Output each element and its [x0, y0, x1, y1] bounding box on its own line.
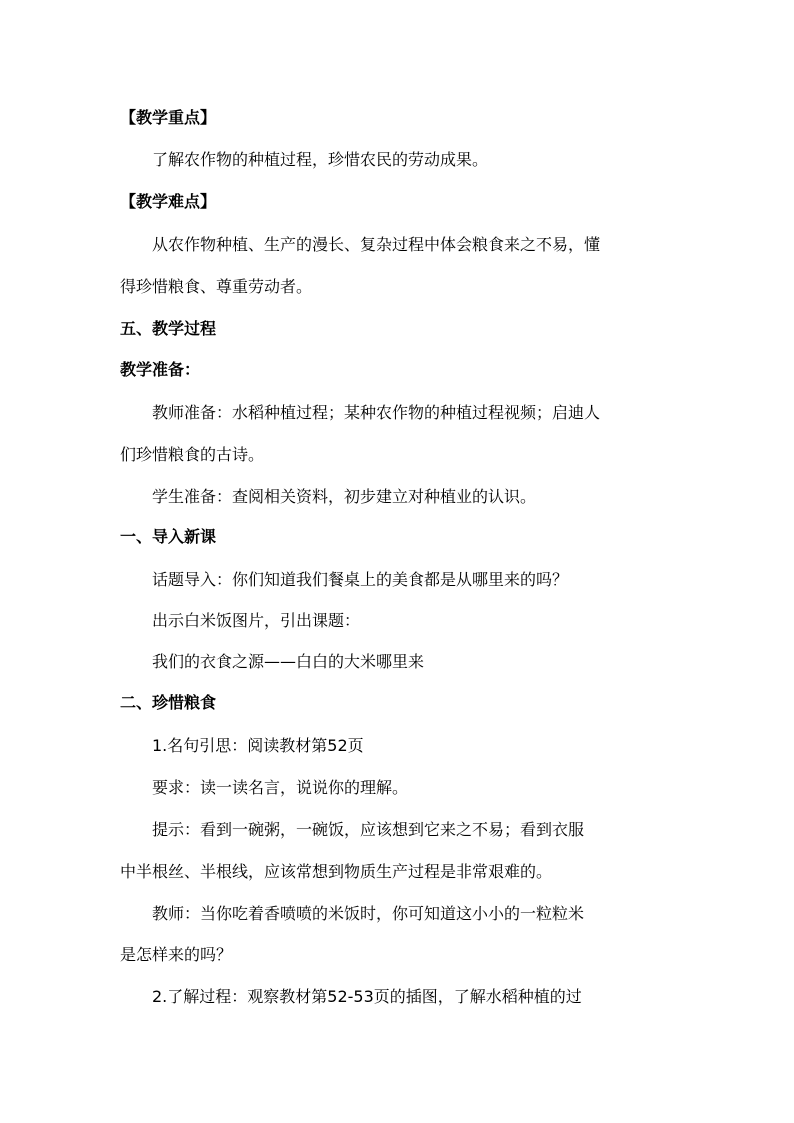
teacher-question-cont: 是怎样来的吗？ — [120, 945, 233, 964]
requirement: 要求：读一读名言，说说你的理解。 — [152, 778, 409, 797]
teaching-focus-heading: 【教学重点】 — [120, 108, 217, 127]
teacher-question: 教师：当你吃着香喷喷的米饭时，你可知道这小小的一粒粒米 — [152, 904, 585, 923]
teacher-preparation: 教师准备：水稻种植过程；某种农作物的种植过程视频；启迪人 — [152, 403, 601, 422]
teaching-difficulty-heading: 【教学难点】 — [120, 192, 217, 211]
step-one: 1.名句引思：阅读教材第52页 — [152, 736, 364, 755]
hint-cont: 中半根丝、半根线，应该常想到物质生产过程是非常艰难的。 — [120, 862, 553, 881]
hint: 提示：看到一碗粥，一碗饭，应该想到它来之不易；看到衣服 — [152, 820, 585, 839]
teacher-preparation-cont: 们珍惜粮食的古诗。 — [120, 445, 265, 464]
teaching-focus-text: 了解农作物的种植过程，珍惜农民的劳动成果。 — [152, 150, 489, 169]
intro-topic: 话题导入：你们知道我们餐桌上的美食都是从哪里来的吗？ — [152, 570, 569, 589]
part-one-heading: 一、导入新课 — [120, 527, 217, 546]
step-two: 2.了解过程：观察教材第52-53页的插图，了解水稻种植的过 — [152, 987, 582, 1006]
student-preparation: 学生准备：查阅相关资料，初步建立对种植业的认识。 — [152, 487, 537, 506]
lesson-title: 我们的衣食之源——白白的大米哪里来 — [152, 652, 425, 671]
teaching-difficulty-text: 从农作物种植、生产的漫长、复杂过程中体会粮食来之不易，懂 — [152, 235, 601, 254]
teaching-difficulty-text-cont: 得珍惜粮食、尊重劳动者。 — [120, 277, 313, 296]
section-five-heading: 五、教学过程 — [120, 319, 217, 338]
intro-picture: 出示白米饭图片，引出课题： — [152, 611, 361, 630]
part-two-heading: 二、珍惜粮食 — [120, 693, 217, 712]
preparation-heading: 教学准备： — [120, 360, 201, 379]
